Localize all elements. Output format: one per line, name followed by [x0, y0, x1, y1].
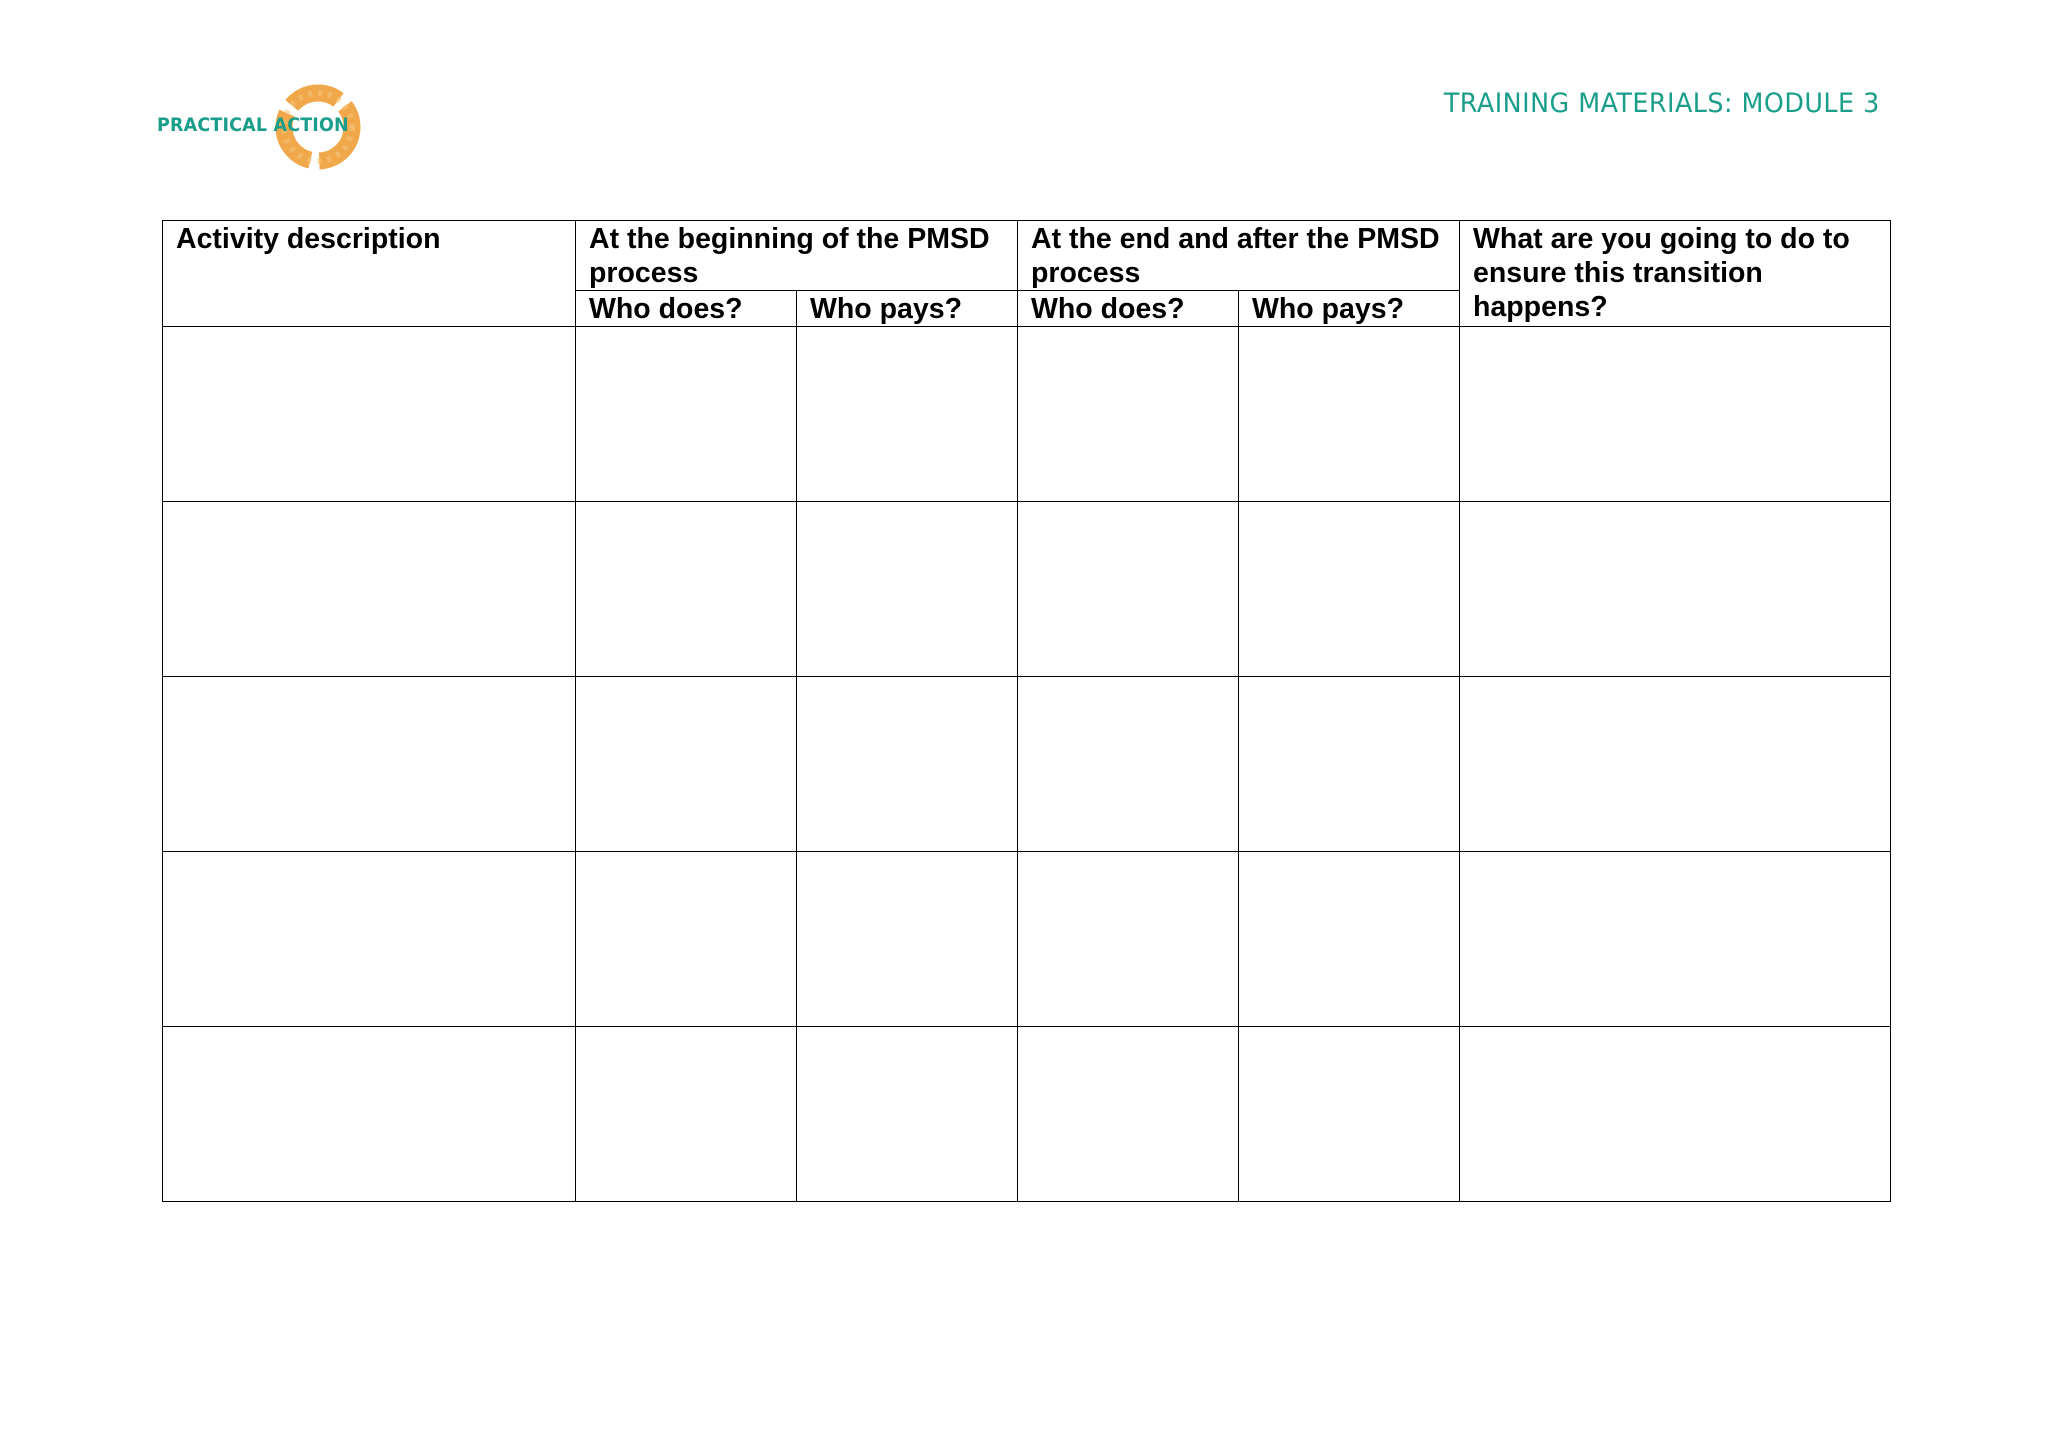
table-cell[interactable]: [1460, 677, 1891, 852]
table-cell[interactable]: [576, 327, 797, 502]
table-cell[interactable]: [576, 852, 797, 1027]
table-header-row: [163, 221, 1891, 291]
subheader-who-does: Who does?: [576, 291, 797, 327]
table-cell[interactable]: [1239, 852, 1460, 1027]
table-row: [163, 1027, 1891, 1202]
transition-worksheet-table: [162, 220, 1891, 1202]
table-cell[interactable]: [163, 852, 576, 1027]
table-cell[interactable]: [576, 502, 797, 677]
table-cell[interactable]: [1018, 1027, 1239, 1202]
header-activity-description: Activity description: [163, 221, 576, 327]
table-cell[interactable]: [1018, 502, 1239, 677]
header-end-of-process: At the end and after the PMSD process: [1018, 221, 1460, 291]
subheader-who-pays: Who pays?: [1239, 291, 1460, 327]
page-header-title: TRAINING MATERIALS: MODULE 3: [1444, 88, 1880, 119]
table-cell[interactable]: [797, 327, 1018, 502]
table-row: [163, 502, 1891, 677]
table-cell[interactable]: [1460, 327, 1891, 502]
table-cell[interactable]: [1239, 677, 1460, 852]
table-cell[interactable]: [1460, 852, 1891, 1027]
table-cell[interactable]: [1460, 1027, 1891, 1202]
table-cell[interactable]: [163, 677, 576, 852]
subheader-who-pays: Who pays?: [797, 291, 1018, 327]
table-row: [163, 327, 1891, 502]
table-cell[interactable]: [1018, 677, 1239, 852]
table-cell[interactable]: [163, 327, 576, 502]
table-cell[interactable]: [163, 1027, 576, 1202]
table-cell[interactable]: [1239, 327, 1460, 502]
table-cell[interactable]: [797, 502, 1018, 677]
table-cell[interactable]: [797, 1027, 1018, 1202]
practical-action-logo: [157, 80, 367, 176]
table-cell[interactable]: [797, 677, 1018, 852]
table-row: [163, 677, 1891, 852]
table-cell[interactable]: [576, 677, 797, 852]
header-transition-plan: What are you going to do to ensure this transition happens?: [1460, 221, 1891, 327]
table-cell[interactable]: [1239, 502, 1460, 677]
subheader-who-does: Who does?: [1018, 291, 1239, 327]
table-cell[interactable]: [1239, 1027, 1460, 1202]
table-row: [163, 852, 1891, 1027]
table-cell[interactable]: [163, 502, 576, 677]
table-cell[interactable]: [1460, 502, 1891, 677]
header-beginning-of-process: At the beginning of the PMSD process: [576, 221, 1018, 291]
table-cell[interactable]: [797, 852, 1018, 1027]
table-cell[interactable]: [1018, 327, 1239, 502]
table-cell[interactable]: [576, 1027, 797, 1202]
logo-text: PRACTICAL ACTION: [157, 114, 349, 136]
table-cell[interactable]: [1018, 852, 1239, 1027]
